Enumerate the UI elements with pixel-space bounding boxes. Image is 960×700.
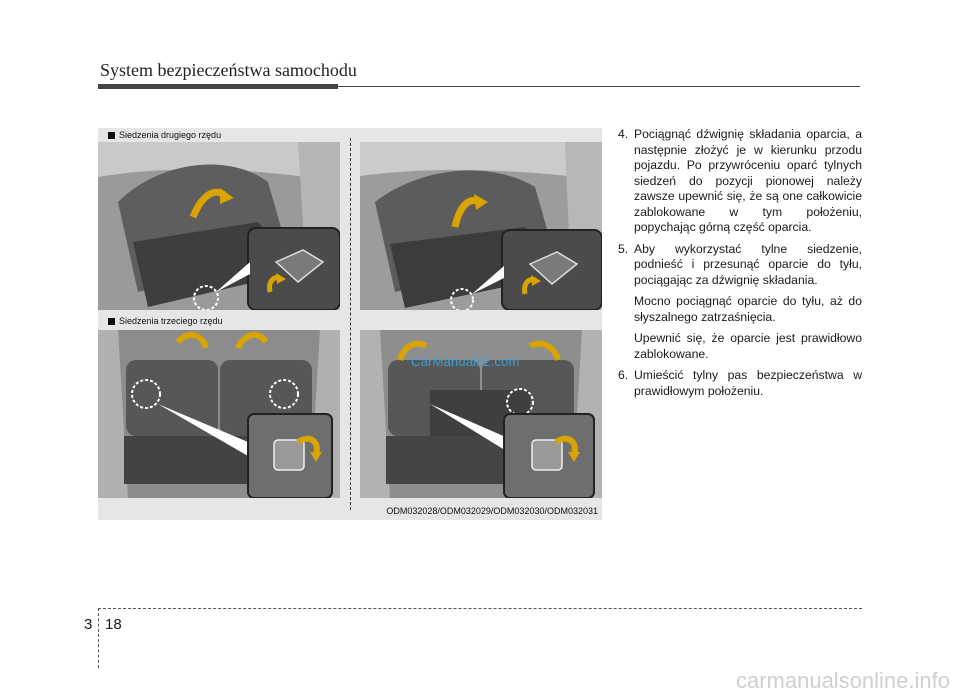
photo-third-row-upright [98,330,340,498]
figure-divider [350,138,351,510]
footer-vertical-rule [98,608,99,668]
seat-photo-graphic [360,142,602,310]
photo-second-row-folding [98,142,340,310]
site-watermark: carmanualsonline.info [735,668,950,693]
item-paragraph: Aby wykorzystać tylne siedzenie, podnieść i przesunąć oparcie do tyłu, pociągając za dźwignię składania. [634,241,862,287]
instructions-list [618,127,862,405]
item-number: 6. [618,368,629,382]
section-title: System bezpieczeństwa samochodu [100,60,357,80]
item-paragraph: Pociągnąć dźwignię składania oparcia, a następnie złożyć je w kierunku przodu pojazdu. Po przywróceniu oparć tylnych siedzeń do pozycji pionowej należy zawsze upewnić się, że są one całkowicie zablokowane w tym położeniu, popychając górną część oparcia. [634,127,862,234]
photo-second-row-folded [360,142,602,310]
header-rule-thick [98,84,338,89]
watermark-text: CarManuals2.com [411,354,520,369]
footer-rule [98,608,862,609]
label-third-row: Siedzenia trzeciego rzędu [108,316,223,326]
seat-photo-graphic [98,142,340,310]
list-item [618,368,862,399]
seat-photo-graphic [98,330,340,498]
item-number: 4. [618,127,629,141]
chapter-number: 3 [84,616,93,633]
item-paragraph: Mocno pociągnąć oparcie do tyłu, aż do słyszalnego zatrzaśnięcia. [634,294,862,324]
bullet-square-icon [108,132,115,139]
header-rule-thin [338,86,860,87]
bullet-square-icon [108,318,115,325]
illustration-figure [98,128,602,520]
figure-caption: ODM032028/ODM032029/ODM032030/ODM032031 [386,506,598,516]
item-paragraph: Upewnić się, że oparcie jest prawidłowo zablokowane. [634,331,862,361]
item-paragraph: Umieścić tylny pas bezpieczeństwa w prawidłowym położeniu. [634,368,862,398]
page-number: 18 [105,616,122,633]
list-item [618,127,862,236]
list-item [618,242,862,363]
item-number: 5. [618,241,629,256]
label-second-row: Siedzenia drugiego rzędu [108,130,221,140]
